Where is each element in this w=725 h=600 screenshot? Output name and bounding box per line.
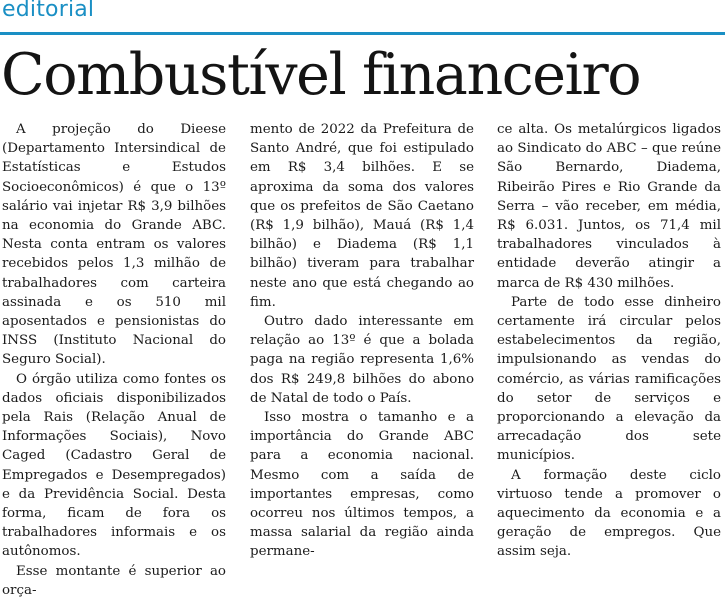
section-rule (0, 32, 725, 35)
paragraph: Outro dado interessante em relação ao 13º é que a bolada paga na região representa 1,6% dos R$ 249,8 bilhões do abono de Natal de todo o País. (250, 314, 474, 406)
paragraph: O órgão utiliza como fontes os dados oficiais disponibilizados pela Rais (Relação Anual de Informações Sociais), Novo Caged (Cadastro Geral de Empregados e Desempregados) e da Previdência Social. Desta forma, ficam de fora os trabalhadores informais e os autônomos. (2, 371, 226, 560)
paragraph: Isso mostra o tamanho e a importância do Grande ABC para a economia nacional. Mesmo com a saída de importantes empresas, como ocorreu nos últimos tempos, a massa salarial da região ainda permane- (250, 410, 474, 560)
text-column-1 (2, 120, 226, 600)
text-column-3 (497, 120, 721, 562)
paragraph: Parte de todo esse dinheiro certamente irá circular pelos estabelecimentos da região, impulsionando as vendas do comércio, as várias ramificações do setor de serviços e proporcionando a elevação da arrecadação dos sete municípios. (497, 294, 721, 464)
paragraph: ce alta. Os metalúrgicos ligados ao Sindicato do ABC – que reúne São Bernardo, Diadema, Ribeirão Pires e Rio Grande da Serra – vão receber, em média, R$ 6.031. Juntos, os 71,4 mil trabalhadores vinculados à entidade deverão atingir a marca de R$ 430 milhões. (497, 122, 721, 291)
paragraph: A projeção do Dieese (Departamento Intersindical de Estatísticas e Estudos Socioeconômicos) é que o 13º salário vai injetar R$ 3,9 bilhões na economia do Grande ABC. Nesta conta entram os valores recebidos pelos 1,3 milhão de trabalhadores com carteira assinada e os 510 mil aposentados e pensionistas do INSS (Instituto Nacional do Seguro Social). (2, 122, 226, 368)
headline: Combustível financeiro (1, 42, 641, 108)
paragraph: Esse montante é superior ao orça- (2, 563, 226, 598)
paragraph: A formação deste ciclo virtuoso tende a promover o aquecimento da economia e a geração de empregos. Que assim seja. (497, 467, 721, 560)
text-column-2 (250, 120, 474, 562)
section-label: editorial (2, 0, 95, 22)
paragraph: mento de 2022 da Prefeitura de Santo André, que foi estipulado em R$ 3,4 bilhões. E se aproxima da soma dos valores que os prefeitos de São Caetano (R$ 1,9 bilhão), Mauá (R$ 1,4 bilhão) e Diadema (R$ 1,1 bilhão) tiveram para trabalhar neste ano que está chegando ao fim. (250, 122, 474, 310)
